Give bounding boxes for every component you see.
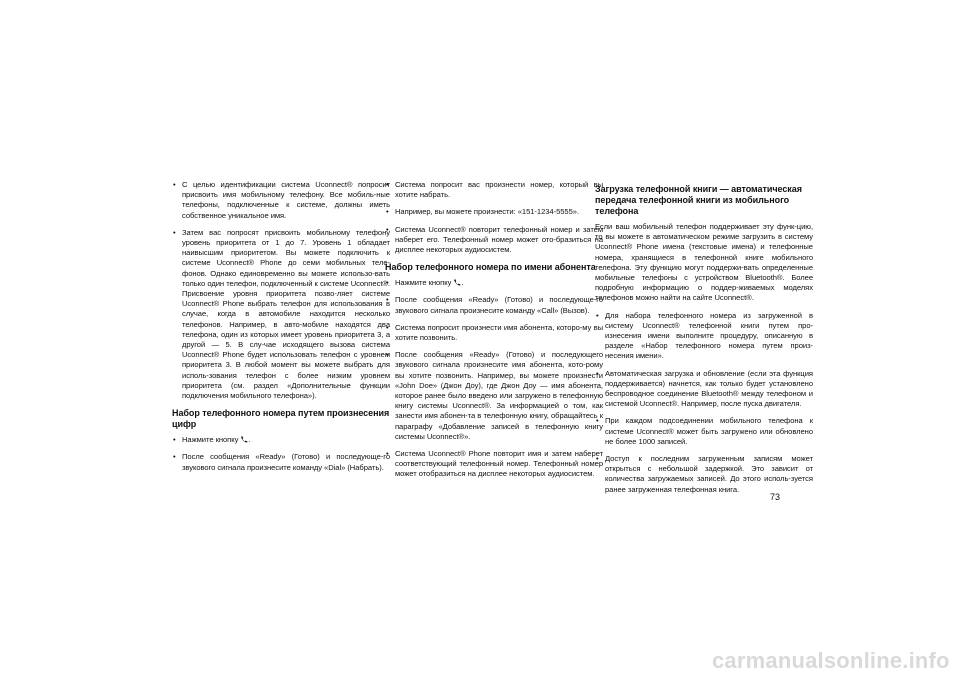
- bullet-repeat-name: • Система Uconnect® Phone повторит имя и затем наберет соответствующий телефонный номер. Телефонный номер может отобразиться на дисплее некоторых аудиосистем.: [385, 449, 603, 480]
- watermark: carmanualsonline.info: [712, 648, 950, 673]
- bullet-text: Нажмите кнопку: [182, 435, 239, 445]
- column-right: [595, 180, 813, 502]
- bullet-repeat-number: • Система Uconnect® повторит телефонный номер и затем наберет его. Телефонный номер может ото-бразиться на дисплее некоторых аудиосистем.: [385, 225, 603, 256]
- bullet-text-end: .: [248, 435, 251, 445]
- bullet-text: Нажмите кнопку: [395, 278, 452, 288]
- heading-dial-by-name: Набор телефонного номера по имени абонента: [385, 262, 596, 273]
- column-middle: [385, 180, 603, 487]
- bullet-say-name: • После сообщения «Ready» (Готово) и последующего звукового сигнала произнесите имя абонента, кото-рому вы хотите позвонить. Например, вы можете произнести «John Doe» (Джон Доу), где Джон Доу — имя абонента, которое ранее было введено или загружено в телефонную книгу системы Uconnect®. За информацией о том, как занести имя абонен-та в телефонную книгу, обращайтесь к параграфу «Добавление записей в телефонную книгу системы Uconnect®».: [385, 350, 603, 442]
- heading-dial-by-digits: Набор телефонного номера путем произнесения цифр: [172, 408, 390, 430]
- bullet-say-call: • После сообщения «Ready» (Готово) и последующе-го звукового сигнала произнесите команду «Call» (Вызов).: [385, 295, 603, 315]
- bullet-say-number: • Система попросит вас произнести номер, который вы хотите набрать.: [385, 180, 603, 200]
- bullet-press-button: [385, 278, 603, 288]
- bullet-text-end: .: [461, 278, 464, 288]
- bullet-press-button: [172, 435, 390, 445]
- bullet-say-dial: • После сообщения «Ready» (Готово) и последующе-го звукового сигнала произнесите команду «Dial» (Набрать).: [172, 452, 390, 472]
- page-number: 73: [770, 492, 781, 502]
- heading-phonebook-download: Загрузка телефонной книги — автоматическая передача телефонной книги из мобильного телефона: [595, 184, 802, 216]
- bullet-max-records: • При каждом подсоединении мобильного телефона к системе Uconnect® может быть загружено или обновлено не более 1000 записей.: [595, 416, 813, 447]
- bullet-access-delay: • Доступ к последним загруженным записям может открыться с небольшой задержкой. Это зависит от количества загружаемых записей. До этого исполь-зуется ранее загруженная телефонная книга.: [595, 454, 813, 495]
- bullet-example-number: • Например, вы можете произнести: «151-1234-5555».: [385, 207, 603, 217]
- bullet-say-name-prompt: • Система попросит произнести имя абонента, которо-му вы хотите позвонить.: [385, 323, 603, 343]
- bullet-dial-from-phonebook: • Для набора телефонного номера из загруженной в систему Uconnect® телефонной книги путем про-изнесения имени выполните процедуру, описанную в разделе «Набор телефонного номера путем произ-несения имени».: [595, 311, 813, 362]
- paragraph-phonebook-intro: Если ваш мобильный телефон поддерживает эту функ-цию, то вы можете в автоматическом режиме загрузить в систему Uconnect® Phone имена (текстовые имена) и телефонные номера, хранящиеся в телефонной книге мобильного телефона. Эту функцию могут поддержи-вать определенные мобильные телефоны с устройством Bluetooth®. Более подробную информацию о поддер-живаемых моделях телефонов можно найти на сайте Uconnect®.: [595, 222, 813, 303]
- bullet-auto-download: • Автоматическая загрузка и обновление (если эта функция поддерживается) начнется, как только будет установлено беспроводное соединение Bluetooth® между телефоном и системой Uconnect®. Например, после пуска двигателя.: [595, 369, 813, 410]
- bullet-priority-level: • Затем вас попросят присвоить мобильному телефону уровень приоритета от 1 до 7. Уровень 1 обладает наивысшим приоритетом. Вы можете подключить к системе Uconnect® Phone до семи мобильных теле-фонов. Однако единовременно вы можете использо-вать только один телефон, подключенный к системе Uconnect®. Присвоение уровня приоритета позво-ляет системе Uconnect® Phone выбрать телефон для использования в случае, когда в автомобиле находится несколько телефонов. Например, в авто-мобиле находятся два телефона, один из которых имеет уровень приоритета 3, а другой — 5. В слу-чае исходящего вызова система Uconnect® Phone будет использовать телефон с уровнем приоритета 3. В любой момент вы можете выбрать для исполь-зования телефон с более низким уровнем приоритета (см. раздел «Дополнительные функции подключения мобильного телефона»).: [172, 228, 390, 401]
- bullet-phone-name: • С целью идентификации система Uconnect® попросит присвоить имя мобильному телефону. Все мобиль-ные телефоны, подключенные к системе, должны иметь собственное уникальное имя.: [172, 180, 390, 221]
- column-left: [172, 180, 390, 480]
